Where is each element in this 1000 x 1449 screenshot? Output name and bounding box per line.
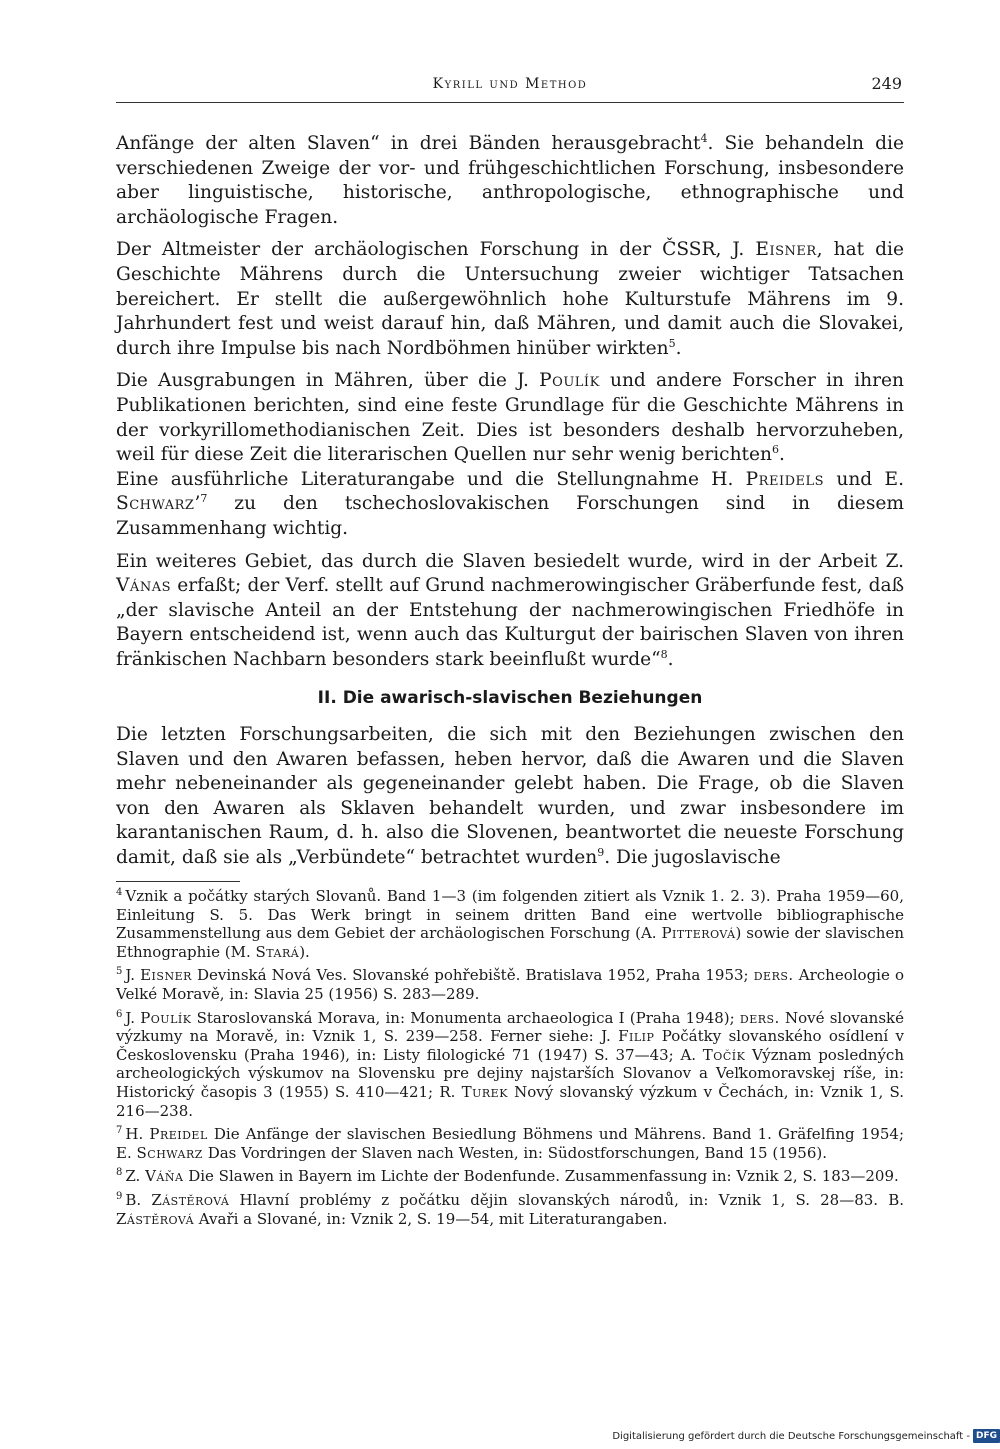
text: Der Altmeister der archäologischen Forschung in der ČSSR, J.: [116, 239, 756, 261]
text: .: [667, 648, 674, 670]
author-name: Poulík: [539, 370, 600, 392]
paragraph-5: [116, 550, 904, 673]
author-name: ders.: [753, 966, 794, 985]
footnote-9: [116, 1191, 904, 1228]
text: . Sie behandeln die verschiedenen Zweige der vor- und frühgeschichtlichen Forschung, insbesondere aber linguistische, historische, anthropologische, ethnographische und archäologische Fragen.: [116, 133, 904, 228]
author-name: Vánas: [116, 575, 171, 597]
section-heading: II. Die awarisch-slavischen Beziehungen: [317, 688, 703, 709]
credit-text: Digitalisierung gefördert durch die Deutsche Forschungsgemeinschaft -: [612, 1430, 970, 1442]
paragraph-2: [116, 238, 904, 361]
author-name: Zástěrová: [151, 1190, 230, 1209]
paragraph-4: [116, 468, 904, 542]
footnote-number: 6: [116, 1008, 123, 1020]
author-name: Pitterová: [661, 924, 736, 943]
footnote-ref-4[interactable]: 4: [700, 131, 708, 145]
text: Die letzten Forschungsarbeiten, die sich mit den Beziehungen zwischen den Slaven und den Awaren befassen, heben hervor, daß die Awaren und die Slaven mehr nebeneinander als gegeneinander gelebt haben. Die Frage, ob die Slaven von den Awaren als Sklaven behandelt wurden, und zwar insbesondere im karantanischen Raum, d. h. also die Slovenen, beantwortet die neueste Forschung damit, daß sie als „Verbündete“ betrachtet wurden: [116, 724, 904, 869]
author-name: Váňa: [145, 1167, 184, 1186]
text: Nový slovanský výzkum v Čechách, in: Vznik 1, S. 216—238.: [116, 1082, 905, 1120]
author-name: Točík: [702, 1045, 746, 1064]
text: ).: [299, 942, 310, 961]
footnote-number: 4: [116, 887, 123, 898]
footnote-number: 7: [116, 1125, 123, 1137]
text: Eine ausführliche Literaturangabe und die Stellungnahme H.: [116, 468, 746, 490]
text: Devinská Nová Ves. Slovanské pohřebiště. Bratislava 1952, Praha 1953;: [191, 966, 754, 985]
footnote-divider: [116, 881, 240, 882]
text: Die Ausgrabungen in Mähren, über die J.: [116, 370, 540, 392]
author-name: Turek: [461, 1082, 508, 1101]
footnote-ref-9[interactable]: 9: [597, 845, 605, 859]
dfg-logo-icon: DFG: [973, 1429, 1000, 1443]
text: zu den tschechoslovakischen Forschungen sind in diesem Zusammenhang wichtig.: [116, 493, 904, 539]
footnote-8: [116, 1167, 904, 1186]
text: J.: [125, 966, 141, 985]
footnote-6: [116, 1009, 904, 1121]
main-text: [116, 132, 904, 871]
author-name: Stará: [255, 942, 300, 961]
text: Staroslovanská Morava, in: Monumenta archaeologica I (Praha 1948);: [191, 1008, 740, 1027]
running-header: [116, 76, 904, 103]
text: Die Slawen in Bayern im Lichte der Bodenfunde. Zusammenfassung in: Vznik 2, S. 183—209.: [183, 1167, 899, 1186]
digitization-credit: [612, 1426, 1000, 1446]
footnote-number: 5: [116, 966, 123, 978]
footnote-number: 9: [116, 1190, 123, 1202]
text: B.: [125, 1190, 152, 1209]
text: Hlavní problémy z počátku dějin slovanských národů, in: Vznik 1, S. 28—83. B.: [229, 1190, 905, 1209]
author-name: Zástěrová: [116, 1209, 195, 1228]
author-name: Poulík: [140, 1008, 192, 1027]
footnote-number: 8: [116, 1167, 123, 1179]
text: ’: [194, 493, 201, 515]
text: J.: [125, 1008, 141, 1027]
text: und E.: [824, 468, 904, 490]
author-name: Filip: [618, 1027, 655, 1046]
text: Archeologie o Velké Moravě, in: Slavia 25 (1956) S. 283—289.: [116, 966, 904, 1003]
page-number: 249: [871, 74, 902, 93]
text: und andere Forscher in ihren Publikationen berichten, sind eine feste Grundlage für die Geschichte Mährens in der vorkyrillomethodianischen Zeit. Dies ist besonders deshalb hervorzuheben, weil für diese Zeit die literarischen Quellen nur sehr wenig berichten: [116, 370, 904, 466]
text: Anfänge der alten Slaven“ in drei Bänden herausgebracht: [116, 133, 701, 154]
footnote-ref-5[interactable]: 5: [668, 336, 676, 350]
footnote-7: [116, 1125, 904, 1162]
footnote-4: [116, 887, 904, 961]
text: Vznik a počátky starých Slovanů. Band 1—3 (im folgenden zitiert als Vznik 1. 2. 3). Praha 1959—60, Einleitung S. 5. Das Werk bringt in seinem dritten Band eine wertvolle bibliographische Zusammenstellung aus dem Gebiet der archäologischen Forschung (A.: [116, 887, 904, 943]
running-title: Kyrill und Method: [432, 76, 588, 92]
author-name: ders.: [739, 1008, 780, 1027]
author-name: Schwarz: [116, 493, 195, 515]
text: Das Vordringen der Slaven nach Westen, in: Südostforschungen, Band 15 (1956).: [202, 1143, 828, 1162]
text: .: [675, 337, 682, 359]
author-name: Eisner: [755, 239, 817, 261]
footnote-ref-6[interactable]: 6: [772, 442, 780, 456]
paragraph-1: [116, 132, 904, 230]
text: erfaßt; der Verf. stellt auf Grund nachmerowingischer Gräberfunde fest, daß „der slavische Anteil an der Entstehung der nachmerowingischen Friedhöfe in Bayern entscheidend ist, wenn auch das Kulturgut der bairischen Slaven von ihren fränkischen Nachbarn besonders stark beeinflußt wurde“: [116, 575, 904, 670]
text: Ein weiteres Gebiet, das durch die Slaven besiedelt wurde, wird in der Arbeit Z.: [116, 550, 904, 572]
paragraph-3: [116, 369, 904, 467]
author-name: Preidel: [149, 1125, 208, 1144]
footnotes: [116, 887, 904, 1233]
text: H.: [125, 1125, 150, 1144]
text: Počátky slovanského osídlení v Československu (Praha 1946), in: Listy filologické 71 (1947) S. 37—43; A.: [116, 1027, 905, 1064]
footnote-5: [116, 966, 904, 1003]
text: Die Anfänge der slavischen Besiedlung Böhmens und Mährens. Band 1. Gräfelfing 1954; E.: [116, 1125, 904, 1162]
text: Avaři a Slované, in: Vznik 2, S. 19—54, mit Literaturangaben.: [194, 1209, 668, 1228]
footnote-ref-7[interactable]: 7: [200, 492, 208, 506]
author-name: Schwarz: [136, 1143, 203, 1162]
text: .: [779, 444, 785, 466]
footnote-ref-8[interactable]: 8: [660, 647, 668, 661]
paragraph-6: [116, 723, 904, 871]
text: ) sowie der slavischen Ethnographie (M.: [116, 924, 904, 961]
text: , hat die Geschichte Mährens durch die Untersuchung zweier wichtiger Tatsachen bereichert. Er stellt die außergewöhnlich hohe Kulturstufe Mährens im 9. Jahrhundert fest und weist darauf hin, daß Mähren, und damit auch die Slovakei, durch ihre Impulse bis nach Nordböhmen hinüber wirkten: [116, 239, 905, 359]
author-name: Preidels: [745, 468, 825, 490]
text: Nové slovanské výzkumy na Moravě, in: Vznik 1, S. 239—258. Ferner siehe: J.: [116, 1008, 904, 1046]
author-name: Eisner: [140, 966, 192, 985]
text: . Die jugoslavische: [604, 847, 781, 869]
text: Z.: [125, 1167, 146, 1186]
text: Význam posledných archeologických výskumov na Slovensku pre dejiny najstarších Slovanov a Veľkomoravskej ríše, in: Historický časopis 3 (1955) S. 410—421; R.: [116, 1045, 904, 1101]
